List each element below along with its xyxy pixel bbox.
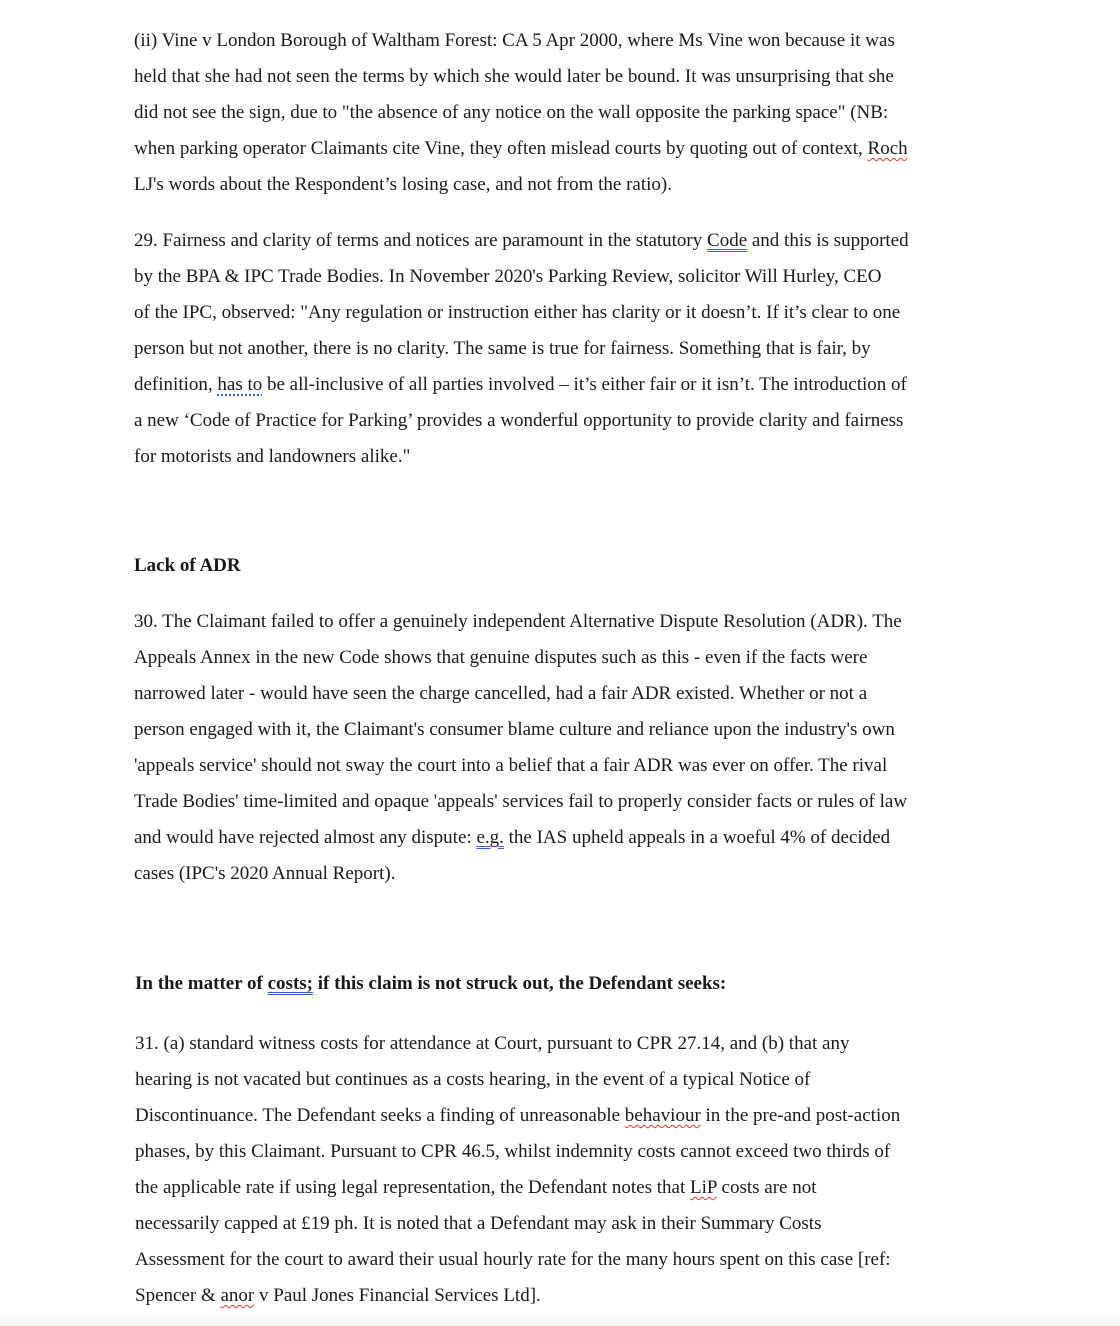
text-run: 29. Fairness and clarity of terms and notices are paramount in the statutory [134, 230, 708, 251]
text-line: person but not another, there is no clarity. The same is true for fairness. Something that is fair, by [134, 338, 871, 359]
text-run: v Paul Jones Financial Services Ltd]. [254, 1285, 541, 1306]
text-line: 30. The Claimant failed to offer a genuinely independent Alternative Dispute Resolution (ADR). The [134, 611, 902, 632]
text-line: Appeals Annex in the new Code shows that genuine disputes such as this - even if the facts were [134, 647, 868, 668]
text-line: a new ‘Code of Practice for Parking’ provides a wonderful opportunity to provide clarity and fairness [134, 410, 904, 431]
paragraph-29 [134, 223, 994, 475]
text-run: definition, [134, 374, 218, 395]
text-run: and this is supported [747, 230, 909, 251]
text-run: Discontinuance. The Defendant seeks a finding of unreasonable [135, 1105, 625, 1126]
text-line: narrowed later - would have seen the charge cancelled, had a fair ADR existed. Whether or not a [134, 683, 868, 704]
grammar-flagged-word: e.g. [476, 827, 504, 848]
paragraph-30 [134, 604, 994, 892]
text-line: for motorists and landowners alike." [134, 446, 411, 467]
text-line: phases, by this Claimant. Pursuant to CPR 46.5, whilst indemnity costs cannot exceed two thirds of [135, 1141, 891, 1162]
heading-lack-of-adr: Lack of ADR [134, 555, 241, 576]
text-run: costs are not [716, 1177, 817, 1198]
text-line [135, 1170, 995, 1206]
spelling-flagged-word: behaviour [624, 1105, 701, 1126]
spelling-flagged-word: Roch [867, 138, 908, 159]
text-run: be all-inclusive of all parties involved – it’s either fair or it isn’t. The introduction of [262, 374, 907, 395]
paragraph-31 [135, 1026, 995, 1314]
text-line: by the BPA & IPC Trade Bodies. In November 2020's Parking Review, solicitor Will Hurley, CEO [134, 266, 882, 287]
text-line: Assessment for the court to award their usual hourly rate for the many hours spent on this case [ref: [135, 1249, 891, 1270]
paragraph-28-ii [134, 23, 994, 203]
text-line: hearing is not vacated but continues as a costs hearing, in the event of a typical Notice of [135, 1069, 811, 1090]
text-line: held that she had not seen the terms by which she would later be bound. It was unsurprising that she [134, 66, 894, 87]
text-run: Spencer & [135, 1285, 221, 1306]
text-run: in the pre-and post-action [700, 1105, 901, 1126]
text-line: person engaged with it, the Claimant's consumer blame culture and reliance upon the industry's own [134, 719, 895, 740]
spelling-flagged-word: LiP [690, 1177, 717, 1198]
heading-costs [135, 966, 726, 1002]
text-line [135, 1278, 995, 1314]
text-line: (ii) Vine v London Borough of Waltham Forest: CA 5 Apr 2000, where Ms Vine won because it was [134, 30, 895, 51]
text-line [134, 223, 994, 259]
text-line [134, 131, 994, 167]
text-line: necessarily capped at £19 ph. It is noted that a Defendant may ask in their Summary Costs [135, 1213, 822, 1234]
spelling-flagged-word: anor [220, 1285, 255, 1306]
text-line: cases (IPC's 2020 Annual Report). [134, 863, 396, 884]
text-line [134, 367, 994, 403]
grammar-flagged-phrase: has to [217, 374, 263, 395]
text-run: and would have rejected almost any dispute: [134, 827, 477, 848]
text-line: 31. (a) standard witness costs for attendance at Court, pursuant to CPR 27.14, and (b) that any [135, 1033, 850, 1054]
grammar-flagged-word: Code [707, 230, 748, 251]
text-run: In the matter of [135, 973, 268, 994]
page-bottom-edge [0, 1312, 1120, 1326]
text-line [134, 820, 994, 856]
text-line: 'appeals service' should not sway the court into a belief that a fair ADR was ever on offer. The rival [134, 755, 888, 776]
text-line [135, 1098, 995, 1134]
text-run: if this claim is not struck out, the Defendant seeks: [313, 973, 727, 994]
grammar-flagged-word: costs; [267, 973, 314, 994]
text-line: of the IPC, observed: "Any regulation or instruction either has clarity or it doesn’t. If it’s clear to one [134, 302, 901, 323]
text-line: Trade Bodies' time-limited and opaque 'appeals' services fail to properly consider facts or rules of law [134, 791, 908, 812]
text-line: did not see the sign, due to "the absence of any notice on the wall opposite the parking space" (NB: [134, 102, 889, 123]
text-line: LJ's words about the Respondent’s losing case, and not from the ratio). [134, 174, 672, 195]
text-run: when parking operator Claimants cite Vine, they often mislead courts by quoting out of context, [134, 138, 868, 159]
text-run: the IAS upheld appeals in a woeful 4% of decided [503, 827, 891, 848]
text-run: the applicable rate if using legal representation, the Defendant notes that [135, 1177, 691, 1198]
